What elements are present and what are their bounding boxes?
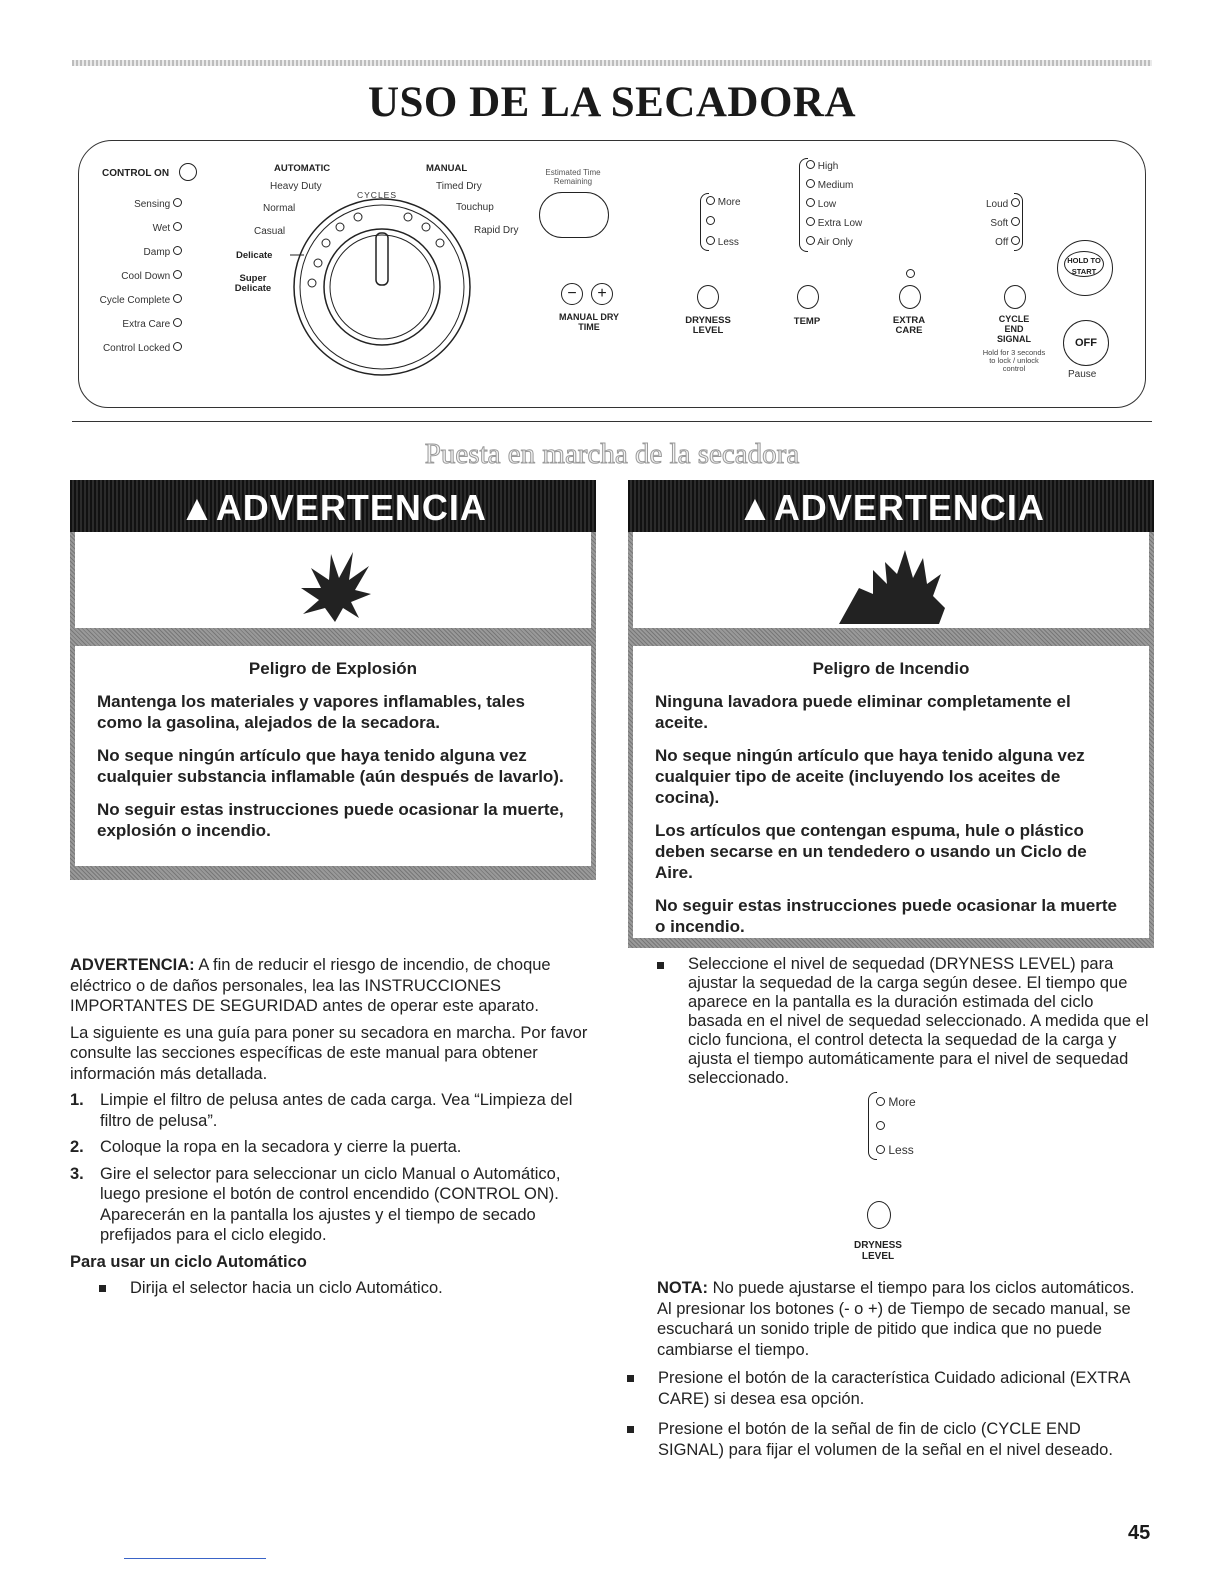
status-light: Damp (62, 246, 182, 258)
warning-paragraph: Ninguna lavadora puede eliminar completamente el aceite. (655, 692, 1071, 732)
signal-option-soft: Soft (960, 217, 1020, 229)
warning-paragraph: No seque ningún artículo que haya tenido alguna vez cualquier substancia inflamable (aún después de lavarlo). (97, 746, 564, 786)
control-on-label: CONTROL ON (102, 168, 170, 179)
automatic-label: AUTOMATIC (274, 163, 331, 174)
warning-paragraph: No seguir estas instrucciones puede ocasionar la muerte o incendio. (655, 896, 1117, 936)
cycle-end-signal-label: CYCLE END SIGNAL (996, 314, 1031, 344)
hazard-title: Peligro de Explosión (248, 659, 418, 678)
temp-option-low: Low (806, 198, 836, 210)
bullet-item: Dirija el selector hacia un ciclo Automático. (96, 1278, 596, 1299)
pause-label: Pause (1068, 369, 1097, 380)
footer-line (124, 1558, 266, 1559)
bullet-item: Presione el botón de la característica Cuidado adicional (EXTRA CARE) si desea esa opción. (624, 1368, 1150, 1409)
warning-paragraph: No seguir estas instrucciones puede ocasionar la muerte, explosión o incendio. (97, 800, 564, 840)
warning-text-fire (633, 646, 1149, 938)
step-item: 2. Coloque la ropa en la secadora y cierre la puerta. (70, 1138, 462, 1156)
warning-text-explosion (75, 646, 591, 866)
warning-header: ▲ADVERTENCIA (628, 480, 1154, 532)
explosion-icon-panel (75, 532, 591, 628)
manual-dry-time-label: MANUAL DRY TIME (559, 312, 619, 332)
signal-option-loud: Loud (960, 198, 1020, 210)
right-column (654, 955, 1152, 1097)
section-title: Puesta en marcha de la secadora (424, 438, 800, 470)
step-item: 1. Limpie el filtro de pelusa antes de cada carga. Vea “Limpieza del filtro de pelusa”. (70, 1091, 573, 1130)
cycle-timed-dry: Timed Dry (436, 181, 482, 192)
step-item: 3. Gire el selector para seleccionar un ciclo Manual o Automático, luego presione el botón de control encendido (CONTROL ON). Aparecerán en la pantalla los ajustes y el tiempo de secado prefijados para el ciclo elegido. (70, 1164, 561, 1244)
status-light: Extra Care (62, 318, 182, 330)
temp-button[interactable] (797, 285, 819, 309)
status-light: Control Locked (62, 342, 182, 354)
cycle-heavy-duty: Heavy Duty (270, 181, 322, 192)
section-divider (72, 421, 1152, 422)
cycle-selector-dial[interactable] (290, 195, 480, 385)
cycle-touchup: Touchup (456, 202, 494, 213)
dryness-option-mid (706, 216, 715, 228)
figure-option-mid (876, 1119, 885, 1133)
extra-care-label: EXTRA CARE (892, 315, 926, 336)
cycle-normal: Normal (263, 203, 296, 214)
figure-dryness-label: DRYNESS LEVEL (854, 1240, 902, 1262)
intro-paragraph: La siguiente es una guía para poner su secadora en marcha. Por favor consulte las secciones específicas de este manual para obtener información más detallada. (70, 1023, 588, 1083)
page-number: 45 (1128, 1522, 1151, 1544)
cycle-casual: Casual (254, 226, 286, 237)
start-label: HOLD TO START (1064, 251, 1104, 277)
dryness-option-more: More (706, 196, 741, 208)
signal-option-off: Off (960, 236, 1020, 248)
estimated-time-label: Estimated Time Remaining (545, 168, 601, 186)
top-decorative-bar (72, 60, 1152, 66)
extra-care-indicator (906, 265, 915, 283)
fire-icon-panel (633, 532, 1149, 628)
warning-triangle-icon: ▲ (179, 487, 216, 528)
cycle-rapid-dry: Rapid Dry (474, 225, 519, 236)
bullet-item: Seleccione el nivel de sequedad (DRYNESS LEVEL) para ajustar la sequedad de la carga según desee. El tiempo que aparece en la pantalla es la duración estimada del ciclo basada en el nivel de sequedad seleccionado. A medida que el ciclo funciona, el control detecta la sequedad de la carga y ajusta el tiempo automáticamente para el nivel de sequedad seleccionado. (654, 955, 1152, 1088)
warning-box-fire (628, 480, 1154, 948)
temp-option-high: High (806, 160, 838, 172)
temp-option-extra-low: Extra Low (806, 217, 862, 229)
cycle-end-signal-button[interactable] (1004, 285, 1026, 309)
left-column (70, 955, 596, 1308)
cycle-super-delicate: Super Delicate (234, 273, 272, 294)
explosion-icon (299, 548, 371, 622)
right-column-lower (657, 1278, 1147, 1372)
dryness-level-button[interactable] (697, 285, 719, 309)
off-button[interactable]: OFF (1063, 320, 1109, 366)
start-button[interactable] (1057, 240, 1113, 296)
lock-hint: Hold for 3 seconds to lock / unlock control (982, 348, 1046, 373)
figure-option-more: More (876, 1095, 916, 1109)
time-display (539, 192, 609, 238)
bullet-item: Presione el botón de la señal de fin de ciclo (CYCLE END SIGNAL) para fijar el volumen de la señal en el nivel deseado. (624, 1419, 1150, 1460)
page-title: USO DE LA SECADORA (367, 79, 857, 126)
status-light: Sensing (62, 198, 182, 210)
automatic-cycle-heading: Para usar un ciclo Automático (70, 1252, 307, 1271)
fire-icon (829, 548, 949, 624)
status-light: Wet (62, 222, 182, 234)
minus-button[interactable]: − (561, 283, 583, 305)
warning-paragraph: Mantenga los materiales y vapores inflamables, tales como la gasolina, alejados de la secadora. (97, 692, 526, 732)
note-paragraph: NOTA: No puede ajustarse el tiempo para los ciclos automáticos. Al presionar los botones (- o +) de Tiempo de secado manual, se escuchará un sonido triple de pitido que indica que no puede cambiarse el tiempo. (657, 1279, 1135, 1359)
warning-paragraph: Los artículos que contengan espuma, hule o plástico deben secarse en un tendedero o usando un Ciclo de Aire. (655, 821, 1087, 882)
cycles-label: CYCLES (357, 190, 398, 200)
dryness-level-label: DRYNESS LEVEL (685, 315, 731, 336)
right-column-bullets (624, 1368, 1150, 1469)
warning-note: ADVERTENCIA: A fin de reducir el riesgo de incendio, de choque eléctrico o de daños personales, lea las INSTRUCCIONES IMPORTANTES DE SEGURIDAD antes de operar este aparato. (70, 956, 551, 1015)
temp-option-medium: Medium (806, 179, 853, 191)
warning-triangle-icon: ▲ (737, 487, 774, 528)
temp-option-air-only: Air Only (806, 236, 853, 248)
warning-paragraph: No seque ningún artículo que haya tenido alguna vez cualquier tipo de aceite (incluyendo los aceites de cocina). (655, 746, 1085, 807)
warning-header: ▲ADVERTENCIA (70, 480, 596, 532)
figure-option-less: Less (876, 1143, 914, 1157)
figure-dryness-button (867, 1201, 891, 1229)
status-light: Cool Down (62, 270, 182, 282)
status-light: Cycle Complete (62, 294, 182, 306)
dryness-option-less: Less (706, 236, 739, 248)
manual-label: MANUAL (426, 163, 468, 174)
hazard-title: Peligro de Incendio (812, 659, 970, 678)
plus-button[interactable]: + (591, 283, 613, 305)
cycle-delicate: Delicate (236, 250, 273, 261)
extra-care-button[interactable] (899, 285, 921, 309)
warning-box-explosion (70, 480, 596, 880)
control-on-button[interactable] (179, 163, 197, 181)
temp-label: TEMP (793, 316, 821, 327)
